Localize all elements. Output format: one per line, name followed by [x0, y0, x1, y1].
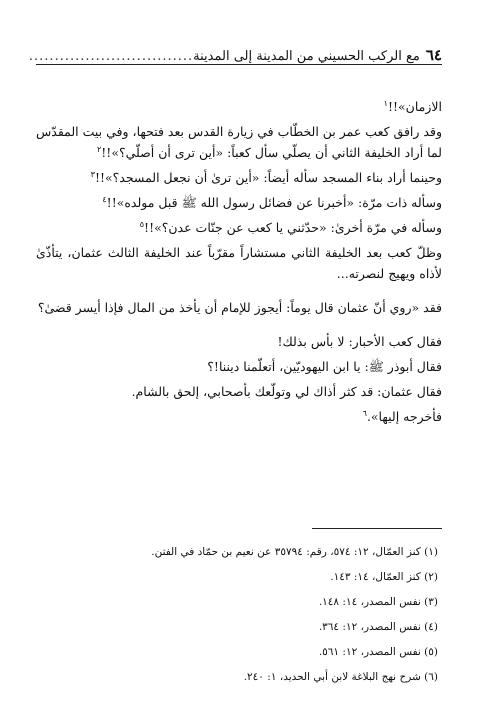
paragraph: فقال أبوذر ﷺ: يا ابن اليهوديّين، أتعلّمنا ديننا!؟ — [207, 359, 442, 374]
footnotes — [36, 540, 438, 690]
paragraph: فقد «روي أنّ عثمان قال يوماً: أيجوز للإمام أن يأخذ من المال فإذا أيسر قضىٰ؟ — [37, 300, 442, 315]
footnote: (٥) نفس المصدر، ١٢: ٥٦١. — [318, 646, 438, 658]
paragraph: الازمان»!!$^١$ — [383, 98, 442, 114]
footnote: (١) كنز العمّال، ١٢: ٥٧٤، رقم: ٣٥٧٩٤ عن نعيم بن حمّاد في الفتن. — [151, 546, 438, 558]
paragraph: فقال كعب الأحبار: لا بأس بذلك! — [277, 334, 442, 349]
footnote-marker: ٥ — [139, 219, 145, 229]
paragraph: وسأله في مرّة أخرىٰ: «حدّثني يا كعب عن جنّات عدن؟»!!$^٥$ — [139, 219, 442, 235]
footnote-separator — [312, 528, 442, 529]
footnote: (٤) نفس المصدر، ١٢: ٣٦٤. — [318, 621, 438, 633]
footnote-marker: ٢ — [96, 144, 102, 154]
page-number: ٦٤ — [425, 46, 442, 64]
footnote-marker: ١ — [383, 98, 388, 108]
paragraph: فأخرجه إليها».$^٦$ — [362, 408, 442, 424]
main-text — [36, 96, 442, 431]
running-title: مع الركب الحسيني من المدينة إلى المدينة — [193, 49, 420, 64]
running-header — [28, 42, 442, 65]
footnote: (٦) شرح نهج البلاغة لابن أبي الحديد، ١: ٢٤٠. — [243, 671, 438, 683]
footnote: (٣) نفس المصدر، ١٤: ١٤٨. — [318, 596, 438, 608]
header-leader-dots: ................................ — [28, 49, 194, 64]
footnote-marker: ٦ — [362, 408, 367, 418]
paragraph: وقد رافق كعب عمر بن الخطّاب في زيارة القدس بعد فتحها، وفي بيت المقدّس لما أراد الخليفة الثاني أن يصلّي سأل كعباً: «أين ترى أن أصلّي؟»!!$^٢$ — [36, 124, 442, 160]
footnote: (٢) كنز العمّال، ١٤: ١٤٣. — [330, 571, 438, 583]
paragraph: وحينما أراد بناء المسجد سأله أيضاً: «أين ترىٰ أن نجعل المسجد؟»!!$^٣$ — [90, 169, 442, 185]
footnote-marker: ٤ — [102, 194, 107, 204]
paragraph: فقال عثمان: قد كثر أذاك لي وتولّعك بأصحابي، إلحق بالشام. — [131, 384, 442, 399]
paragraph: وسأله ذات مرّة: «أخبرنا عن فضائل رسول الله ﷺ قبل مولده»!!$^٤$ — [102, 194, 442, 210]
footnote-marker: ٣ — [90, 169, 95, 179]
paragraph: وظلّ كعب بعد الخليفة الثاني مستشاراً مقرّباً عند الخليفة الثالث عثمان، يتأذّىٰ لأذاه ويهيج لنصرته... — [36, 245, 442, 281]
